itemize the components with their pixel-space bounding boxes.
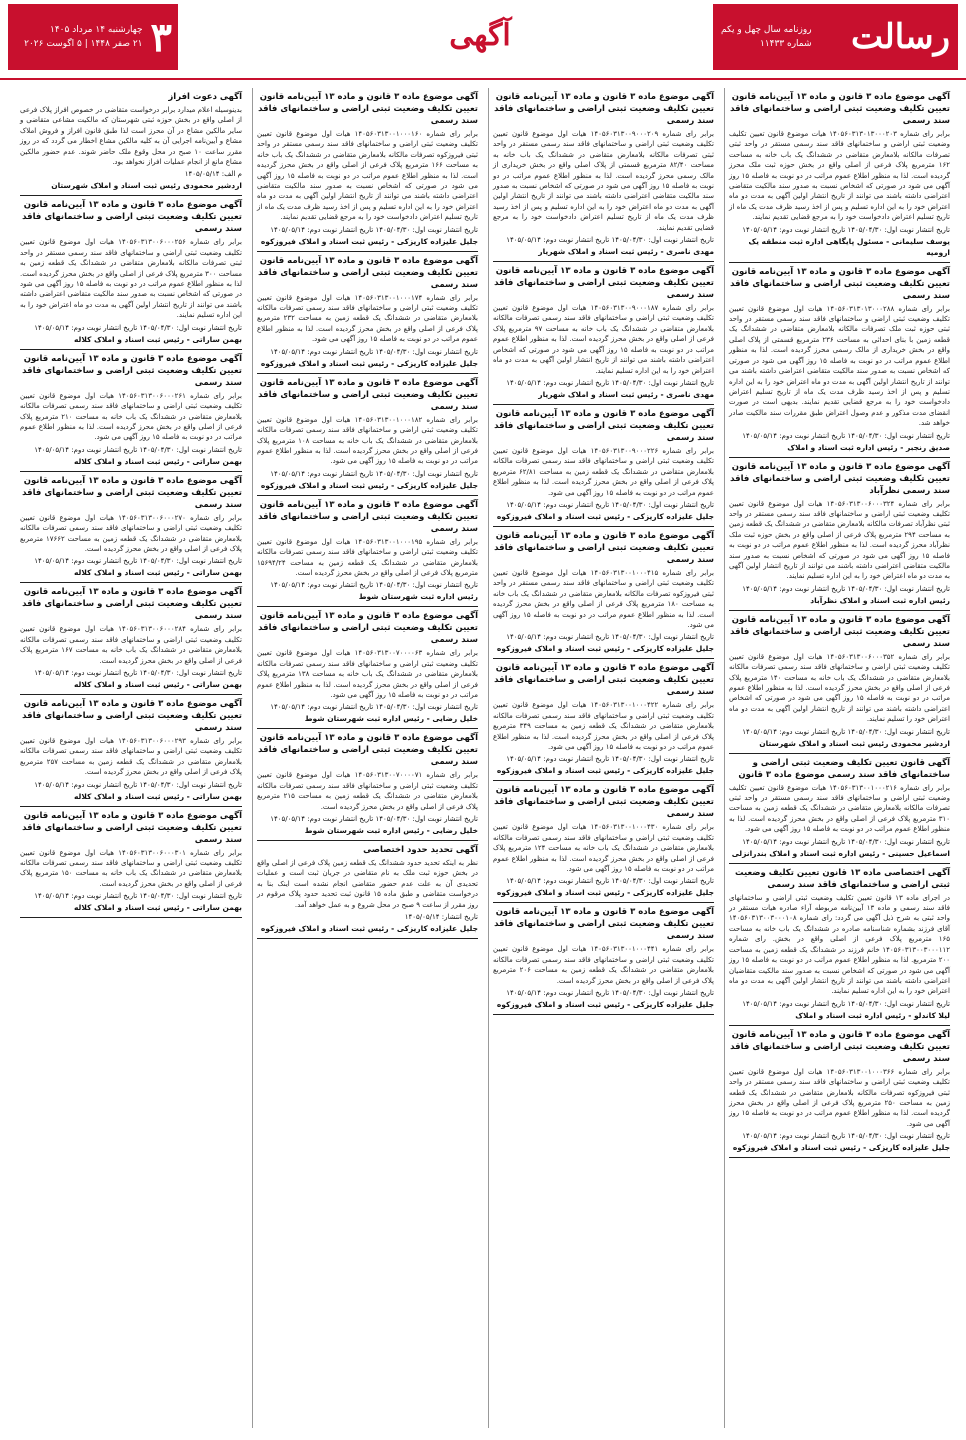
- notice-item: [493, 405, 714, 527]
- notice-body: برابر رای شماره ۱۴۰۵۶۰۳۱۳۰۰۹۰۰۰۲۰۹ هیات اول موضوع قانون تعیین تکلیف وضعیت ثبتی اراضی و ساختمانهای فاقد سند رسمی مستقر در واحد ثبتی تصرفات مالکانه بلامعارض متقاضی در ششدانگ یک باب خانه به مساحت ۸۲/۴۰ مترمربع قسمتی از پلاک اصلی واقع در بخش خریداری از مالک رسمی محرز گردیده است. لذا به منظور اطلاع عموم مراتب در دو نوبت به فاصله ۱۵ روز آگهی می شود در صورتی که اشخاص نسبت به صدور سند مالکیت متقاضی اعتراضی داشته باشند می توانند از تاریخ انتشار اولین آگهی به مدت دو ماه اعتراض خود را به این اداره تسلیم و پس از اخذ رسید ظرف مدت یک ماه از تاریخ تسلیم اعتراض دادخواست خود را به مرجع قضایی تقدیم نمایند.: [493, 130, 715, 232]
- ad-column: [16, 88, 246, 1428]
- notice-signature: جلیل علیزاده کاریزکی - رئیس ثبت اسناد و املاک فیروزکوه: [260, 236, 478, 246]
- notice-body: برابر رای شماره ۱۴۰۵۶۰۳۱۳۰۰۱۰۰۰۴۳۰ هیات اول موضوع قانون تعیین تکلیف وضعیت ثبتی اراضی و ساختمانهای فاقد سند رسمی تصرفات مالکانه بلامعارض متقاضی در ششدانگ یک باب خانه به مساحت ۱۲۴ مترمربع پلاک فرعی از اصلی واقع در بخش محرز گردیده است. لذا به منظور اطلاع عموم مراتب در دو نوبت به فاصله ۱۵ روز آگهی می شود.: [493, 823, 715, 874]
- notice-item: [20, 88, 242, 196]
- notice-signature: رئیس اداره ثبت شهرستان شوط: [358, 592, 478, 602]
- notice-title: آگهی موضوع ماده ۳ قانون و ماده ۱۳ آیین‌نامه قانون تعیین تکلیف وضعیت ثبتی اراضی و ساختمانهای فاقد سند رسمی: [258, 92, 478, 126]
- notice-body: بدینوسیله اعلام میدارد برابر درخواست متقاضی در خصوص افراز پلاک فرعی از اصلی واقع در بخش حوزه ثبتی شهرستان که مالکیت مشاعی متقاضی و سایر مالکین مشاع در آن محرز است لذا طبق قانون افراز و فروش املاک مشاع و آیین‌نامه اجرایی آن به کلیه مالکین مشاع اخطار می گردد که در روز مقرر ساعت ۱۰ صبح در محل وقوع ملک حاضر شوند. عدم حضور مالکین مشاع مانع از انجام عملیات افراز نخواهد بود.: [20, 106, 242, 167]
- notice-item: [729, 754, 950, 864]
- notice-body: برابر رای شماره ۱۴۰۵۶۰۳۱۳۰۰۶۰۰۰۲۶۱ هیات اول موضوع قانون تعیین تکلیف وضعیت ثبتی اراضی و ساختمانهای فاقد سند رسمی تصرفات مالکانه بلامعارض متقاضی در ششدانگ یک باب خانه به مساحت ۲۱۰ مترمربع پلاک فرعی از اصلی واقع در بخش محرز گردیده است. لذا به منظور اطلاع عموم مراتب در دو نوبت به فاصله ۱۵ روز آگهی می شود.: [20, 391, 243, 442]
- notice-item: [729, 263, 950, 458]
- notice-title: آگهی موضوع ماده ۳ قانون و ماده ۱۳ آیین‌نامه قانون تعیین تکلیف وضعیت ثبتی اراضی و ساختمانهای فاقد سند رسمی: [730, 614, 950, 649]
- notice-title: آگهی موضوع ماده ۳ قانون و ماده ۱۳ آیین‌نامه قانون تعیین تکلیف وضعیت ثبتی اراضی و ساختمانهای فاقد سند رسمی: [494, 530, 714, 565]
- notice-item: [257, 607, 478, 729]
- notice-dates: تاریخ انتشار نوبت اول: ۱۴۰۵/۰۴/۳۰ تاریخ انتشار نوبت دوم: ۱۴۰۵/۰۵/۱۴: [506, 755, 714, 764]
- notice-item: [729, 1026, 950, 1158]
- notice-signature: خلیل رضایی - رئیس اداره ثبت شهرستان شوط: [304, 714, 478, 724]
- notice-title: آگهی اختصاصی ماده ۱۳ قانون تعیین تکلیف وضعیت ثبتی اراضی و ساختمانهای فاقد سند رسمی: [735, 867, 950, 890]
- date-other: ۲۱ صفر ۱۴۴۸ | ۵ اگوست ۲۰۲۶: [24, 39, 143, 49]
- notice-item: [20, 583, 242, 695]
- notice-dates: تاریخ انتشار نوبت اول: ۱۴۰۵/۰۴/۳۰ تاریخ انتشار نوبت دوم: ۱۴۰۵/۰۵/۱۴: [742, 431, 950, 440]
- notice-body: برابر رای شماره ۱۴۰۵۶۰۳۱۳۰۰۱۰۰۰۱۶۰ هیات اول موضوع قانون تعیین تکلیف وضعیت ثبتی اراضی و ساختمانهای فاقد سند رسمی مستقر در واحد ثبتی فیروزکوه تصرفات مالکانه بلامعارض متقاضی در ششدانگ یک باب خانه به مساحت ۱۶۶ مترمربع پلاک فرعی از اصلی واقع در بخش محرز گردیده است. لذا به منظور اطلاع عموم مراتب در دو نوبت به فاصله ۱۵ روز آگهی می شود در صورتی که اشخاص نسبت به صدور سند مالکیت متقاضی اعتراضی داشته باشند می توانند از تاریخ انتشار اولین آگهی به مدت دو ماه اعتراض خود را به این اداره تسلیم و پس از اخذ رسید ظرف مدت یک ماه از تاریخ تسلیم اعتراض دادخواست خود را به مرجع قضایی تقدیم نمایند.: [257, 130, 479, 222]
- notice-item: [729, 88, 950, 263]
- notice-dates: تاریخ انتشار نوبت اول: ۱۴۰۵/۰۴/۳۰ تاریخ انتشار نوبت دوم: ۱۴۰۵/۰۵/۱۴: [506, 877, 714, 886]
- notice-item: [257, 729, 478, 841]
- notice-signature: خلیل رضایی - رئیس اداره ثبت شهرستان شوط: [304, 826, 478, 835]
- notice-body: برابر رای شماره ۱۴۰۵۶۰۳۱۳۰۰۱۰۰۰۴۲۲ هیات اول موضوع قانون تعیین تکلیف وضعیت ثبتی اراضی و ساختمانهای فاقد سند رسمی تصرفات مالکانه بلامعارض متقاضی در ششدانگ یک قطعه زمین به مساحت ۳۴۹ مترمربع پلاک فرعی از اصلی واقع در بخش محرز گردیده است. لذا به منظور اطلاع عموم مراتب در دو نوبت به فاصله ۱۵ روز آگهی می شود.: [493, 701, 715, 751]
- notice-title: آگهی موضوع ماده ۳ قانون و ماده ۱۳ آیین‌نامه قانون تعیین تکلیف وضعیت ثبتی اراضی و ساختمانهای فاقد سند رسمی: [494, 907, 714, 942]
- notice-dates: تاریخ انتشار نوبت اول: ۱۴۰۵/۰۴/۳۰ تاریخ انتشار نوبت دوم: ۱۴۰۵/۰۵/۱۴: [742, 727, 950, 736]
- ad-column: [488, 88, 718, 1428]
- notice-signature: جلیل علیزاده کاریزکی - رئیس ثبت اسناد و املاک فیروزکوه: [496, 766, 714, 776]
- notice-item: [20, 695, 242, 807]
- ad-column: [252, 88, 482, 1428]
- notice-title: آگهی موضوع ماده ۳ قانون و ماده ۱۳ آیین‌نامه قانون تعیین تکلیف وضعیت ثبتی اراضی و ساختمانهای فاقد سند رسمی: [22, 200, 242, 235]
- notice-title: آگهی موضوع ماده ۳ قانون و ماده ۱۳ آیین‌نامه قانون تعیین تکلیف وضعیت ثبتی اراضی و ساختمانهای فاقد سند رسمی: [22, 353, 242, 388]
- notice-body: برابر رای شماره ۱۴۰۵۶۰۳۱۳۰۰۱۰۰۰۴۱۵ هیات اول موضوع قانون تعیین تکلیف وضعیت ثبتی اراضی و ساختمانهای فاقد سند رسمی مستقر در واحد ثبتی فیروزکوه تصرفات مالکانه بلامعارض متقاضی در ششدانگ یک باب خانه به مساحت ۱۸۰ مترمربع پلاک فرعی از اصلی واقع در بخش محرز گردیده است. لذا به منظور اطلاع عموم مراتب در دو نوبت به فاصله ۱۵ روز آگهی می شود.: [493, 568, 715, 629]
- masthead: [713, 4, 958, 70]
- notice-signature: بهمن ساراتی - رئیس ثبت اسناد و املاک کلاله: [74, 679, 242, 689]
- notice-body: برابر رای شماره ۱۴۰۵۶۰۳۱۳۰۰۶۰۰۰۲۹۳ هیات اول موضوع قانون تعیین تکلیف وضعیت ثبتی اراضی و ساختمانهای فاقد سند رسمی تصرفات مالکانه بلامعارض متقاضی در ششدانگ یک قطعه زمین به مساحت ۲۵۷ مترمربع پلاک فرعی از اصلی واقع در بخش محرز گردیده است.: [20, 736, 243, 777]
- notice-signature: جلیل علیزاده کاریزکی - رئیس ثبت اسناد و املاک فیروزکوه: [496, 1000, 714, 1010]
- notice-item: [493, 262, 714, 405]
- notice-signature: جلیل علیزاده کاریزکی - رئیس ثبت اسناد و املاک فیروزکوه: [260, 480, 478, 490]
- notice-signature: جلیل علیزاده کاریزکی - رئیس ثبت اسناد و املاک فیروزکوه: [260, 358, 478, 368]
- notice-item: [20, 350, 242, 472]
- notice-body: برابر رای شماره ۱۴۰۵۶۰۳۱۳۰۰۹۰۰۰۱۸۷ هیات اول موضوع قانون تعیین تکلیف وضعیت ثبتی اراضی و ساختمانهای فاقد سند رسمی تصرفات مالکانه بلامعارض متقاضی در ششدانگ یک باب خانه به مساحت ۹۷ مترمربع پلاک فرعی از اصلی واقع در بخش محرز گردیده است. لذا به منظور اطلاع عموم مراتب در دو نوبت به فاصله ۱۵ روز آگهی می شود در صورتی که اشخاص اعتراضی داشته باشند می توانند از تاریخ انتشار اولین آگهی به مدت دو ماه اعتراض خود را به این اداره تسلیم نمایند.: [493, 304, 715, 375]
- notice-signature: بهمن ساراتی - رئیس ثبت اسناد و املاک کلاله: [74, 903, 242, 913]
- notice-signature: بهمن ساراتی - رئیس ثبت اسناد و املاک کلاله: [74, 791, 242, 801]
- notice-title: آگهی موضوع ماده ۳ قانون و ماده ۱۳ آیین‌نامه قانون تعیین تکلیف وضعیت ثبتی اراضی و ساختمانهای فاقد سند رسمی: [494, 785, 714, 820]
- notice-item: [729, 864, 950, 1026]
- notice-dates: تاریخ انتشار نوبت اول: ۱۴۰۵/۰۴/۳۰ تاریخ انتشار نوبت دوم: ۱۴۰۵/۰۵/۱۴: [34, 892, 242, 901]
- masthead-meta: [721, 23, 812, 51]
- notice-title: آگهی موضوع ماده ۳ قانون و ماده ۱۳ آیین‌نامه قانون تعیین تکلیف وضعیت ثبتی اراضی و ساختمانهای فاقد سند رسمی: [22, 698, 242, 733]
- notice-item: [20, 472, 242, 584]
- issue-dates: [24, 23, 142, 51]
- newspaper-logo: رسالت: [850, 17, 950, 57]
- date-persian: چهارشنبه ۱۴ مرداد ۱۴۰۵: [50, 25, 143, 35]
- notice-title: آگهی موضوع ماده ۳ قانون و ماده ۱۳ آیین‌نامه قانون تعیین تکلیف وضعیت ثبتی اراضی و ساختمانهای فاقد سند رسمی نظرآباد: [730, 461, 950, 496]
- notice-body: نظر به اینکه تحدید حدود ششدانگ یک قطعه زمین پلاک فرعی از اصلی واقع در بخش حوزه ثبت ملک به نام متقاضی در جریان ثبت است و عملیات تحدیدی آن به علت عدم حضور متقاضی انجام نشده است اینک بنا به درخواست متقاضی و طبق ماده ۱۵ قانون ثبت تحدید حدود پلاک مرقوم در روز مقرر از ساعت ۹ صبح در محل شروع و به عمل خواهد آمد.: [257, 859, 478, 909]
- notice-signature: بهمن ساراتی - رئیس ثبت اسناد و املاک کلاله: [74, 334, 242, 344]
- notice-item: [729, 458, 950, 611]
- notice-body: در اجرای ماده ۱۳ قانون تعیین تکلیف وضعیت ثبتی اراضی و ساختمانهای فاقد سند رسمی و ماده ۱۳ آیین‌نامه مربوطه آراء صادره هیات مستقر در واحد ثبتی به شرح ذیل آگهی می گردد: رای شماره ۱۴۰۵۶۰۳۱۳۰۰۳۰۰۰۱۰۸ آقای فرزند بشماره شناسنامه صادره در ششدانگ یک باب خانه به مساحت ۱۶۵ مترمربع پلاک فرعی از اصلی واقع در بخش. رای شماره ۱۴۰۵۶۰۳۱۳۰۰۳۰۰۰۱۱۲ خانم فرزند در ششدانگ یک قطعه زمین به مساحت ۲۰۰ مترمربع. لذا به منظور اطلاع عموم مراتب در دو نوبت به فاصله ۱۵ روز آگهی می شود در صورتی که اشخاص نسبت به صدور سند مالکیت متقاضیان اعتراضی داشته باشند می توانند از تاریخ انتشار اولین آگهی به مدت دو ماه اعتراض خود را به این اداره تسلیم نمایند.: [729, 893, 950, 996]
- notice-signature: صدیق رنجبر - رئیس اداره ثبت اسناد و املاک: [787, 442, 950, 452]
- notice-item: [20, 807, 242, 919]
- notice-dates: تاریخ انتشار نوبت اول: ۱۴۰۵/۰۴/۳۰ تاریخ انتشار نوبت دوم: ۱۴۰۵/۰۵/۱۴: [506, 633, 714, 642]
- notice-signature: بهمن ساراتی - رئیس ثبت اسناد و املاک کلاله: [74, 456, 242, 466]
- notice-signature: جلیل علیزاده کاریزکی - رئیس ثبت اسناد و املاک فیروزکوه: [496, 511, 714, 521]
- notice-dates: تاریخ انتشار نوبت اول: ۱۴۰۵/۰۴/۳۰ تاریخ انتشار نوبت دوم: ۱۴۰۵/۰۵/۱۴: [506, 378, 714, 387]
- notice-item: [257, 252, 478, 374]
- notice-signature: اردشیر محمودی رئیس ثبت اسناد و املاک شهرستان: [51, 181, 242, 191]
- notice-body: برابر رای شماره ۱۴۰۵۶۰۳۱۳۰۱۳۰۰۰۲۸۸ هیات اول موضوع قانون تعیین تکلیف وضعیت ثبتی اراضی و ساختمانهای فاقد سند رسمی مستقر در واحد ثبتی حوزه ثبت ملک تصرفات مالکانه بلامعارض متقاضی در ششدانگ یک قطعه زمین با بنای احداثی به مساحت ۲۳۶ مترمربع قسمتی از پلاک اصلی واقع در بخش خریداری از مالک رسمی محرز گردیده است. لذا به منظور اطلاع عموم مراتب در دو نوبت به فاصله ۱۵ روز آگهی می شود در صورتی که اشخاص نسبت به صدور سند مالکیت متقاضی اعتراضی داشته باشند می توانند از تاریخ انتشار اولین آگهی به مدت دو ماه اعتراض خود را به این اداره تسلیم و پس از اخذ رسید ظرف مدت یک ماه از تاریخ تسلیم اعتراض دادخواست خود را به مرجع قضایی تقدیم نمایند. بدیهی است در صورت انقضای مدت مذکور و عدم وصول اعتراض طبق مقررات سند مالکیت صادر خواهد شد.: [729, 304, 951, 428]
- page-number: ۳: [150, 13, 172, 61]
- notice-body: برابر رای شماره ۱۴۰۵۶۰۳۱۳۰۰۶۰۰۰۳۵۲ هیات اول موضوع قانون تعیین تکلیف وضعیت ثبتی اراضی و ساختمانهای فاقد سند رسمی تصرفات مالکانه بلامعارض متقاضی در ششدانگ یک باب خانه به مساحت ۱۴۰ مترمربع پلاک فرعی از اصلی واقع در بخش محرز گردیده است. لذا به منظور اطلاع عموم مراتب در دو نوبت به فاصله ۱۵ روز آگهی می شود در صورتی که اشخاص اعتراضی داشته باشند می توانند از تاریخ انتشار اولین آگهی به مدت دو ماه اعتراض خود را تسلیم نمایند.: [729, 652, 951, 724]
- notice-title: آگهی موضوع ماده ۳ قانون و ماده ۱۳ آیین‌نامه قانون تعیین تکلیف وضعیت ثبتی اراضی و ساختمانهای فاقد سند رسمی: [22, 587, 242, 622]
- notice-body: برابر رای شماره ۱۴۰۵۶۰۳۱۳۰۰۶۰۰۰۲۵۶ هیات اول موضوع قانون تعیین تکلیف وضعیت ثبتی اراضی و ساختمانهای فاقد سند رسمی مستقر در واحد ثبتی تصرفات مالکانه بلامعارض متقاضی در ششدانگ یک قطعه زمین به مساحت ۳۰۰ مترمربع پلاک فرعی از اصلی واقع در بخش محرز گردیده است. لذا به منظور اطلاع عموم مراتب در دو نوبت به فاصله ۱۵ روز آگهی می شود در صورتی که اشخاص نسبت به صدور سند مالکیت متقاضی اعتراضی داشته باشند می توانند از تاریخ انتشار اولین آگهی به مدت دو ماه اعتراض خود را به این اداره تسلیم نمایند.: [20, 238, 243, 320]
- notice-body: برابر رای شماره ۱۴۰۵۶۰۳۱۳۰۰۱۰۰۰۳۶۶ هیات اول موضوع قانون تعیین تکلیف وضعیت ثبتی اراضی و ساختمانهای فاقد سند رسمی مستقر در واحد ثبتی فیروزکوه تصرفات مالکانه بلامعارض متقاضی در ششدانگ یک قطعه زمین به مساحت ۲۵۰ مترمربع پلاک فرعی از اصلی واقع در بخش محرز گردیده است. لذا به منظور اطلاع عموم مراتب در دو نوبت به فاصله ۱۵ روز آگهی می شود.: [729, 1067, 951, 1128]
- notice-title: آگهی موضوع ماده ۳ قانون و ماده ۱۳ آیین‌نامه قانون تعیین تکلیف وضعیت ثبتی اراضی و ساختمانهای فاقد سند رسمی: [494, 266, 714, 301]
- notice-dates: تاریخ انتشار نوبت اول: ۱۴۰۵/۰۴/۳۰ تاریخ انتشار نوبت دوم: ۱۴۰۵/۰۵/۱۴: [506, 989, 714, 998]
- notice-signature: جلیل علیزاده کاریزکی - رئیس ثبت اسناد و املاک فیروزکوه: [732, 1143, 950, 1153]
- notice-title: آگهی موضوع ماده ۳ قانون و ماده ۱۳ آیین‌نامه قانون تعیین تکلیف وضعیت ثبتی اراضی و ساختمانهای فاقد سند رسمی: [258, 377, 478, 412]
- notice-signature: بهمن ساراتی - رئیس ثبت اسناد و املاک کلاله: [74, 568, 242, 578]
- notice-dates: تاریخ انتشار نوبت اول: ۱۴۰۵/۰۴/۳۰ تاریخ انتشار نوبت دوم: ۱۴۰۵/۰۵/۱۴: [270, 581, 478, 590]
- notice-title: آگهی موضوع ماده ۳ قانون و ماده ۱۳ آیین‌نامه قانون تعیین تکلیف وضعیت ثبتی اراضی و ساختمانهای فاقد سند رسمی: [22, 475, 242, 510]
- notice-body: برابر رای شماره ۱۴۰۵۶۰۳۱۳۰۱۳۰۰۰۲۰۳ هیات موضوع قانون تعیین تکلیف وضعیت ثبتی اراضی و ساختمانهای فاقد سند رسمی مستقر در واحد ثبتی تصرفات مالکانه بلامعارض متقاضی در ششدانگ یک باب خانه به مساحت ۱۶۲ مترمربع پلاک فرعی از اصلی واقع در بخش حوزه ثبت ملک محرز گردیده است. لذا به منظور اطلاع عموم مراتب در دو نوبت به فاصله ۱۵ روز آگهی می شود در صورتی که اشخاص نسبت به صدور سند مالکیت متقاضی اعتراضی داشته باشند می توانند از تاریخ انتشار اولین آگهی به مدت دو ماه اعتراض خود را به این اداره تسلیم و پس از اخذ رسید ظرف مدت یک ماه از تاریخ تسلیم اعتراض دادخواست خود را به مرجع قضایی تقدیم نمایند.: [729, 130, 950, 222]
- notice-signature: لیلا کاندلو - رئیس اداره ثبت اسناد و املاک: [795, 1010, 950, 1020]
- notice-dates: تاریخ انتشار نوبت اول: ۱۴۰۵/۰۴/۳۰ تاریخ انتشار نوبت دوم: ۱۴۰۵/۰۵/۱۴: [270, 815, 478, 823]
- notice-dates: تاریخ انتشار نوبت اول: ۱۴۰۵/۰۴/۳۰ تاریخ انتشار نوبت دوم: ۱۴۰۵/۰۵/۱۴: [742, 1132, 950, 1141]
- edition-label: روزنامه سال چهل و یکم: [721, 25, 812, 35]
- notice-item: [493, 781, 714, 903]
- notice-title: آگهی موضوع ماده ۳ قانون و ماده ۱۳ آیین‌نامه قانون تعیین تکلیف وضعیت ثبتی اراضی و ساختمانهای فاقد سند رسمی: [494, 663, 714, 698]
- notice-body: برابر رای شماره ۱۴۰۵۶۰۳۱۳۰۰۹۰۰۰۲۲۶ هیات اول موضوع قانون تعیین تکلیف وضعیت ثبتی اراضی و ساختمانهای فاقد سند رسمی تصرفات مالکانه بلامعارض متقاضی در ششدانگ یک قطعه زمین به مساحت ۶۲/۸۱ مترمربع پلاک فرعی از اصلی واقع در بخش محرز گردیده است. لذا به منظور اطلاع عموم مراتب در دو نوبت به فاصله ۱۵ روز آگهی می شود.: [493, 446, 715, 497]
- notice-body: برابر رای شماره ۱۴۰۵۶۰۳۱۳۰۰۷۰۰۰۰۷۱ هیات اول موضوع قانون تعیین تکلیف وضعیت ثبتی اراضی و ساختمانهای فاقد سند رسمی تصرفات مالکانه بلامعارض متقاضی در ششدانگ یک قطعه زمین به مساحت ۲۱۵ مترمربع پلاک فرعی از اصلی واقع در بخش محرز گردیده است.: [257, 771, 479, 811]
- notice-title: آگهی موضوع ماده ۳ قانون و ماده ۱۳ آیین‌نامه قانون تعیین تکلیف وضعیت ثبتی اراضی و ساختمانهای فاقد سند رسمی: [730, 92, 950, 126]
- notice-dates: تاریخ انتشار نوبت اول: ۱۴۰۵/۰۴/۳۰ تاریخ انتشار نوبت دوم: ۱۴۰۵/۰۵/۱۴: [270, 469, 478, 478]
- notice-dates: تاریخ انتشار نوبت اول: ۱۴۰۵/۰۴/۳۰ تاریخ انتشار نوبت دوم: ۱۴۰۵/۰۵/۱۴: [34, 668, 242, 677]
- notice-item: [493, 527, 714, 659]
- page-number-box: [8, 4, 178, 70]
- notice-body: برابر رای شماره ۱۴۰۵۶۰۳۱۳۰۰۱۰۰۰۱۸۲ هیات اول موضوع قانون تعیین تکلیف وضعیت ثبتی اراضی و ساختمانهای فاقد سند رسمی تصرفات مالکانه بلامعارض متقاضی در ششدانگ یک باب خانه به مساحت ۱۰۸ مترمربع پلاک فرعی از اصلی واقع در بخش محرز گردیده است. لذا به منظور اطلاع عموم مراتب در دو نوبت به فاصله ۱۵ روز آگهی می شود.: [257, 415, 479, 466]
- section-title: آگهی: [449, 18, 511, 53]
- notice-signature: جلیل علیزاده کاریزکی - رئیس ثبت اسناد و املاک فیروزکوه: [260, 924, 478, 934]
- notice-body: برابر رای شماره ۱۴۰۵۶۰۳۱۳۰۰۶۰۰۰۲۷۰ هیات اول موضوع قانون تعیین تکلیف وضعیت ثبتی اراضی و ساختمانهای فاقد سند رسمی تصرفات مالکانه بلامعارض متقاضی در ششدانگ یک قطعه زمین به مساحت ۱۷۶۶۲ مترمربع پلاک فرعی از اصلی واقع در بخش محرز گردیده است.: [20, 513, 243, 553]
- notice-dates: تاریخ انتشار نوبت اول: ۱۴۰۵/۰۴/۳۰ تاریخ انتشار نوبت دوم: ۱۴۰۵/۰۵/۱۴: [270, 347, 478, 356]
- issue-number: شماره ۱۱۴۳۳: [759, 39, 812, 49]
- notice-signature: اسماعیل حسینی - رئیس اداره ثبت اسناد و املاک بندرانزلی: [731, 848, 950, 858]
- notice-body: برابر رای شماره ۱۴۰۵۶۰۳۱۳۰۰۶۰۰۰۲۸۴ هیات اول موضوع قانون تعیین تکلیف وضعیت ثبتی اراضی و ساختمانهای فاقد سند رسمی تصرفات مالکانه بلامعارض متقاضی در ششدانگ یک باب خانه به مساحت ۱۶۷ مترمربع پلاک فرعی از اصلی واقع در بخش محرز گردیده است.: [20, 625, 243, 665]
- notice-dates: تاریخ انتشار نوبت اول: ۱۴۰۵/۰۴/۳۰ تاریخ انتشار نوبت دوم: ۱۴۰۵/۰۵/۱۴: [742, 584, 950, 593]
- notice-signature: رئیس اداره ثبت اسناد و املاک نظرآباد: [810, 595, 950, 605]
- notice-title: آگهی دعوت افراز: [168, 92, 242, 102]
- notice-item: [729, 611, 950, 754]
- notice-title: آگهی موضوع ماده ۳ قانون و ماده ۱۳ آیین‌نامه قانون تعیین تکلیف وضعیت ثبتی اراضی و ساختمانهای فاقد سند رسمی: [494, 408, 714, 443]
- notice-dates: تاریخ انتشار نوبت اول: ۱۴۰۵/۰۴/۳۰ تاریخ انتشار نوبت دوم: ۱۴۰۵/۰۵/۱۴: [506, 500, 714, 509]
- page-header: [0, 0, 966, 80]
- notice-dates: تاریخ انتشار نوبت اول: ۱۴۰۵/۰۴/۳۰ تاریخ انتشار نوبت دوم: ۱۴۰۵/۰۵/۱۴: [742, 999, 950, 1008]
- notice-signature: اردشیر محمودی رئیس ثبت اسناد و املاک شهرستان: [759, 738, 950, 748]
- notice-item: [493, 659, 714, 781]
- notice-body: برابر رای شماره ۱۴۰۵۶۰۳۱۳۰۰۱۰۰۰۱۷۴ هیات اول موضوع قانون تعیین تکلیف وضعیت ثبتی اراضی و ساختمانهای فاقد سند رسمی تصرفات مالکانه بلامعارض متقاضی در ششدانگ یک قطعه زمین به مساحت ۲۳۲ مترمربع پلاک فرعی از اصلی واقع در بخش محرز گردیده است. لذا به منظور اطلاع عموم مراتب در دو نوبت به فاصله ۱۵ روز آگهی می شود.: [257, 293, 479, 344]
- notice-dates: تاریخ انتشار نوبت اول: ۱۴۰۵/۰۴/۳۰ تاریخ انتشار نوبت دوم: ۱۴۰۵/۰۵/۱۴: [270, 225, 478, 234]
- notice-title: آگهی موضوع ماده ۳ قانون و ماده ۱۳ آیین‌نامه قانون تعیین تکلیف وضعیت ثبتی اراضی و ساختمانهای فاقد سند رسمی: [258, 733, 478, 768]
- notice-title: آگهی موضوع ماده ۳ قانون و ماده ۱۳ آیین‌نامه قانون تعیین تکلیف وضعیت ثبتی اراضی و ساختمانهای فاقد سند رسمی: [494, 92, 714, 126]
- notice-body: برابر رای شماره ۱۴۰۵۶۰۳۱۳۰۰۱۰۰۰۴۴۱ هیات اول موضوع قانون تعیین تکلیف وضعیت ثبتی اراضی و ساختمانهای فاقد سند رسمی تصرفات مالکانه بلامعارض متقاضی در ششدانگ یک قطعه زمین به مساحت ۲۰۶ مترمربع پلاک فرعی از اصلی واقع در بخش محرز گردیده است.: [493, 945, 715, 985]
- notice-title: آگهی تحدید حدود اختصاصی: [363, 845, 478, 855]
- notice-dates: م الف: ۱۴۰۵/۰۵/۱۴: [184, 170, 242, 179]
- notice-signature: جلیل علیزاده کاریزکی - رئیس ثبت اسناد و املاک فیروزکوه: [496, 644, 714, 654]
- notice-title: آگهی موضوع ماده ۳ قانون و ماده ۱۳ آیین‌نامه قانون تعیین تکلیف وضعیت ثبتی اراضی و ساختمانهای فاقد سند رسمی: [258, 499, 478, 534]
- notice-dates: تاریخ انتشار نوبت اول: ۱۴۰۵/۰۴/۳۰ تاریخ انتشار نوبت دوم: ۱۴۰۵/۰۵/۱۴: [742, 225, 950, 234]
- notice-dates: تاریخ انتشار نوبت اول: ۱۴۰۵/۰۴/۳۰ تاریخ انتشار نوبت دوم: ۱۴۰۵/۰۵/۱۴: [506, 236, 714, 245]
- notice-body: برابر رای شماره ۱۴۰۵۶۰۳۱۳۰۰۱۰۰۰۱۹۵ هیات اول موضوع قانون تعیین تکلیف وضعیت ثبتی اراضی و ساختمانهای فاقد سند رسمی تصرفات مالکانه بلامعارض متقاضی در ششدانگ یک قطعه زمین به مساحت ۱۵۶۹۴/۲۴ مترمربع پلاک فرعی از اصلی واقع در بخش محرز گردیده است.: [257, 537, 479, 577]
- notice-item: [493, 88, 714, 262]
- notice-item: [20, 196, 242, 349]
- notice-title: آگهی قانون تعیین تکلیف وضعیت ثبتی اراضی و ساختمانهای فاقد سند رسمی موضوع ماده ۳ قانون: [738, 757, 950, 780]
- notice-item: [257, 496, 478, 608]
- notice-body: برابر رای شماره ۱۴۰۵۶۰۳۱۳۰۰۷۰۰۰۰۶۳ هیات اول موضوع قانون تعیین تکلیف وضعیت ثبتی اراضی و ساختمانهای فاقد سند رسمی تصرفات مالکانه بلامعارض متقاضی در ششدانگ یک باب خانه به مساحت ۱۳۸ مترمربع پلاک فرعی از اصلی واقع در بخش محرز گردیده است. لذا به منظور اطلاع عموم مراتب در دو نوبت به فاصله ۱۵ روز آگهی می شود.: [257, 649, 479, 699]
- notice-body: برابر رای شماره ۱۴۰۵۶۰۳۱۳۰۰۶۰۰۰۳۰۱ هیات اول موضوع قانون تعیین تکلیف وضعیت ثبتی اراضی و ساختمانهای فاقد سند رسمی تصرفات مالکانه بلامعارض متقاضی در ششدانگ یک باب خانه به مساحت ۱۵۰ مترمربع پلاک فرعی از اصلی واقع در بخش محرز گردیده است.: [20, 848, 243, 888]
- notice-dates: تاریخ انتشار نوبت اول: ۱۴۰۵/۰۴/۳۰ تاریخ انتشار نوبت دوم: ۱۴۰۵/۰۵/۱۴: [34, 780, 242, 789]
- notice-item: [493, 903, 714, 1015]
- notice-dates: تاریخ انتشار نوبت اول: ۱۴۰۵/۰۴/۳۰ تاریخ انتشار نوبت دوم: ۱۴۰۵/۰۵/۱۴: [34, 557, 242, 566]
- notice-dates: تاریخ انتشار نوبت اول: ۱۴۰۵/۰۴/۳۰ تاریخ انتشار نوبت دوم: ۱۴۰۵/۰۵/۱۴: [270, 703, 478, 712]
- notice-signature: جلیل علیزاده کاریزکی - رئیس ثبت اسناد و املاک فیروزکوه: [496, 888, 714, 898]
- notice-signature: مهدی ناصری - رئیس ثبت اسناد و املاک شهریار: [538, 389, 714, 399]
- notice-title: آگهی موضوع ماده ۳ قانون و ماده ۱۳ آیین‌نامه قانون تعیین تکلیف وضعیت ثبتی اراضی و ساختمانهای فاقد سند رسمی: [258, 255, 478, 290]
- ad-column: [724, 88, 954, 1428]
- notice-dates: تاریخ انتشار نوبت اول: ۱۴۰۵/۰۴/۳۰ تاریخ انتشار نوبت دوم: ۱۴۰۵/۰۵/۱۴: [34, 323, 242, 332]
- notice-dates: تاریخ انتشار نوبت اول: ۱۴۰۵/۰۴/۳۰ تاریخ انتشار نوبت دوم: ۱۴۰۵/۰۵/۱۴: [34, 445, 242, 454]
- notice-body: برابر رای شماره ۱۴۰۵۶۰۳۱۳۰۰۱۰۰۰۲۱۶ هیات موضوع قانون تعیین تکلیف وضعیت ثبتی اراضی و ساختمانهای فاقد سند رسمی مستقر در واحد ثبتی تصرفات مالکانه بلامعارض متقاضی در ششدانگ یک قطعه زمین به مساحت ۳۱۰ مترمربع پلاک فرعی از اصلی واقع در بخش محرز گردیده است. لذا به منظور اطلاع عموم مراتب در دو نوبت به فاصله ۱۵ روز آگهی می شود.: [729, 783, 950, 834]
- notice-title: آگهی موضوع ماده ۳ قانون و ماده ۱۳ آیین‌نامه قانون تعیین تکلیف وضعیت ثبتی اراضی و ساختمانهای فاقد سند رسمی: [730, 266, 950, 301]
- notice-item: [257, 374, 478, 496]
- notice-title: آگهی موضوع ماده ۳ قانون و ماده ۱۳ آیین‌نامه قانون تعیین تکلیف وضعیت ثبتی اراضی و ساختمانهای فاقد سند رسمی: [730, 1029, 950, 1064]
- notice-dates: تاریخ انتشار نوبت اول: ۱۴۰۵/۰۴/۳۰ تاریخ انتشار نوبت دوم: ۱۴۰۵/۰۵/۱۴: [742, 837, 950, 846]
- notice-signature: مهدی ناصری - رئیس ثبت اسناد و املاک شهریار: [538, 247, 714, 257]
- notice-dates: تاریخ انتشار: ۱۴۰۵/۰۵/۱۴: [404, 913, 478, 922]
- notice-item: [257, 88, 478, 252]
- notice-item: [257, 841, 478, 939]
- notice-title: آگهی موضوع ماده ۳ قانون و ماده ۱۳ آیین‌نامه قانون تعیین تکلیف وضعیت ثبتی اراضی و ساختمانهای فاقد سند رسمی: [258, 611, 478, 646]
- notice-body: برابر رای شماره ۱۴۰۵۶۰۳۱۳۰۰۶۰۰۰۳۲۴ هیات اول موضوع قانون تعیین تکلیف وضعیت ثبتی اراضی و ساختمانهای فاقد سند رسمی مستقر در واحد ثبتی نظرآباد تصرفات مالکانه بلامعارض متقاضی در ششدانگ یک قطعه زمین به مساحت ۲۹۴ مترمربع پلاک فرعی از اصلی واقع در بخش حوزه ثبت ملک نظرآباد محرز گردیده است. لذا به منظور اطلاع عموم مراتب در دو نوبت به فاصله ۱۵ روز آگهی می شود در صورتی که اشخاص نسبت به صدور سند مالکیت متقاضی اعتراضی داشته باشند می توانند از تاریخ انتشار اولین آگهی به مدت دو ماه اعتراض خود را به این اداره تسلیم نمایند.: [729, 499, 951, 581]
- notice-title: آگهی موضوع ماده ۳ قانون و ماده ۱۳ آیین‌نامه قانون تعیین تکلیف وضعیت ثبتی اراضی و ساختمانهای فاقد سند رسمی: [22, 810, 242, 845]
- notice-signature: یوسف سلیمانی - مسئول پایگاهی اداره ثبت منطقه یک ارومیه: [748, 236, 950, 257]
